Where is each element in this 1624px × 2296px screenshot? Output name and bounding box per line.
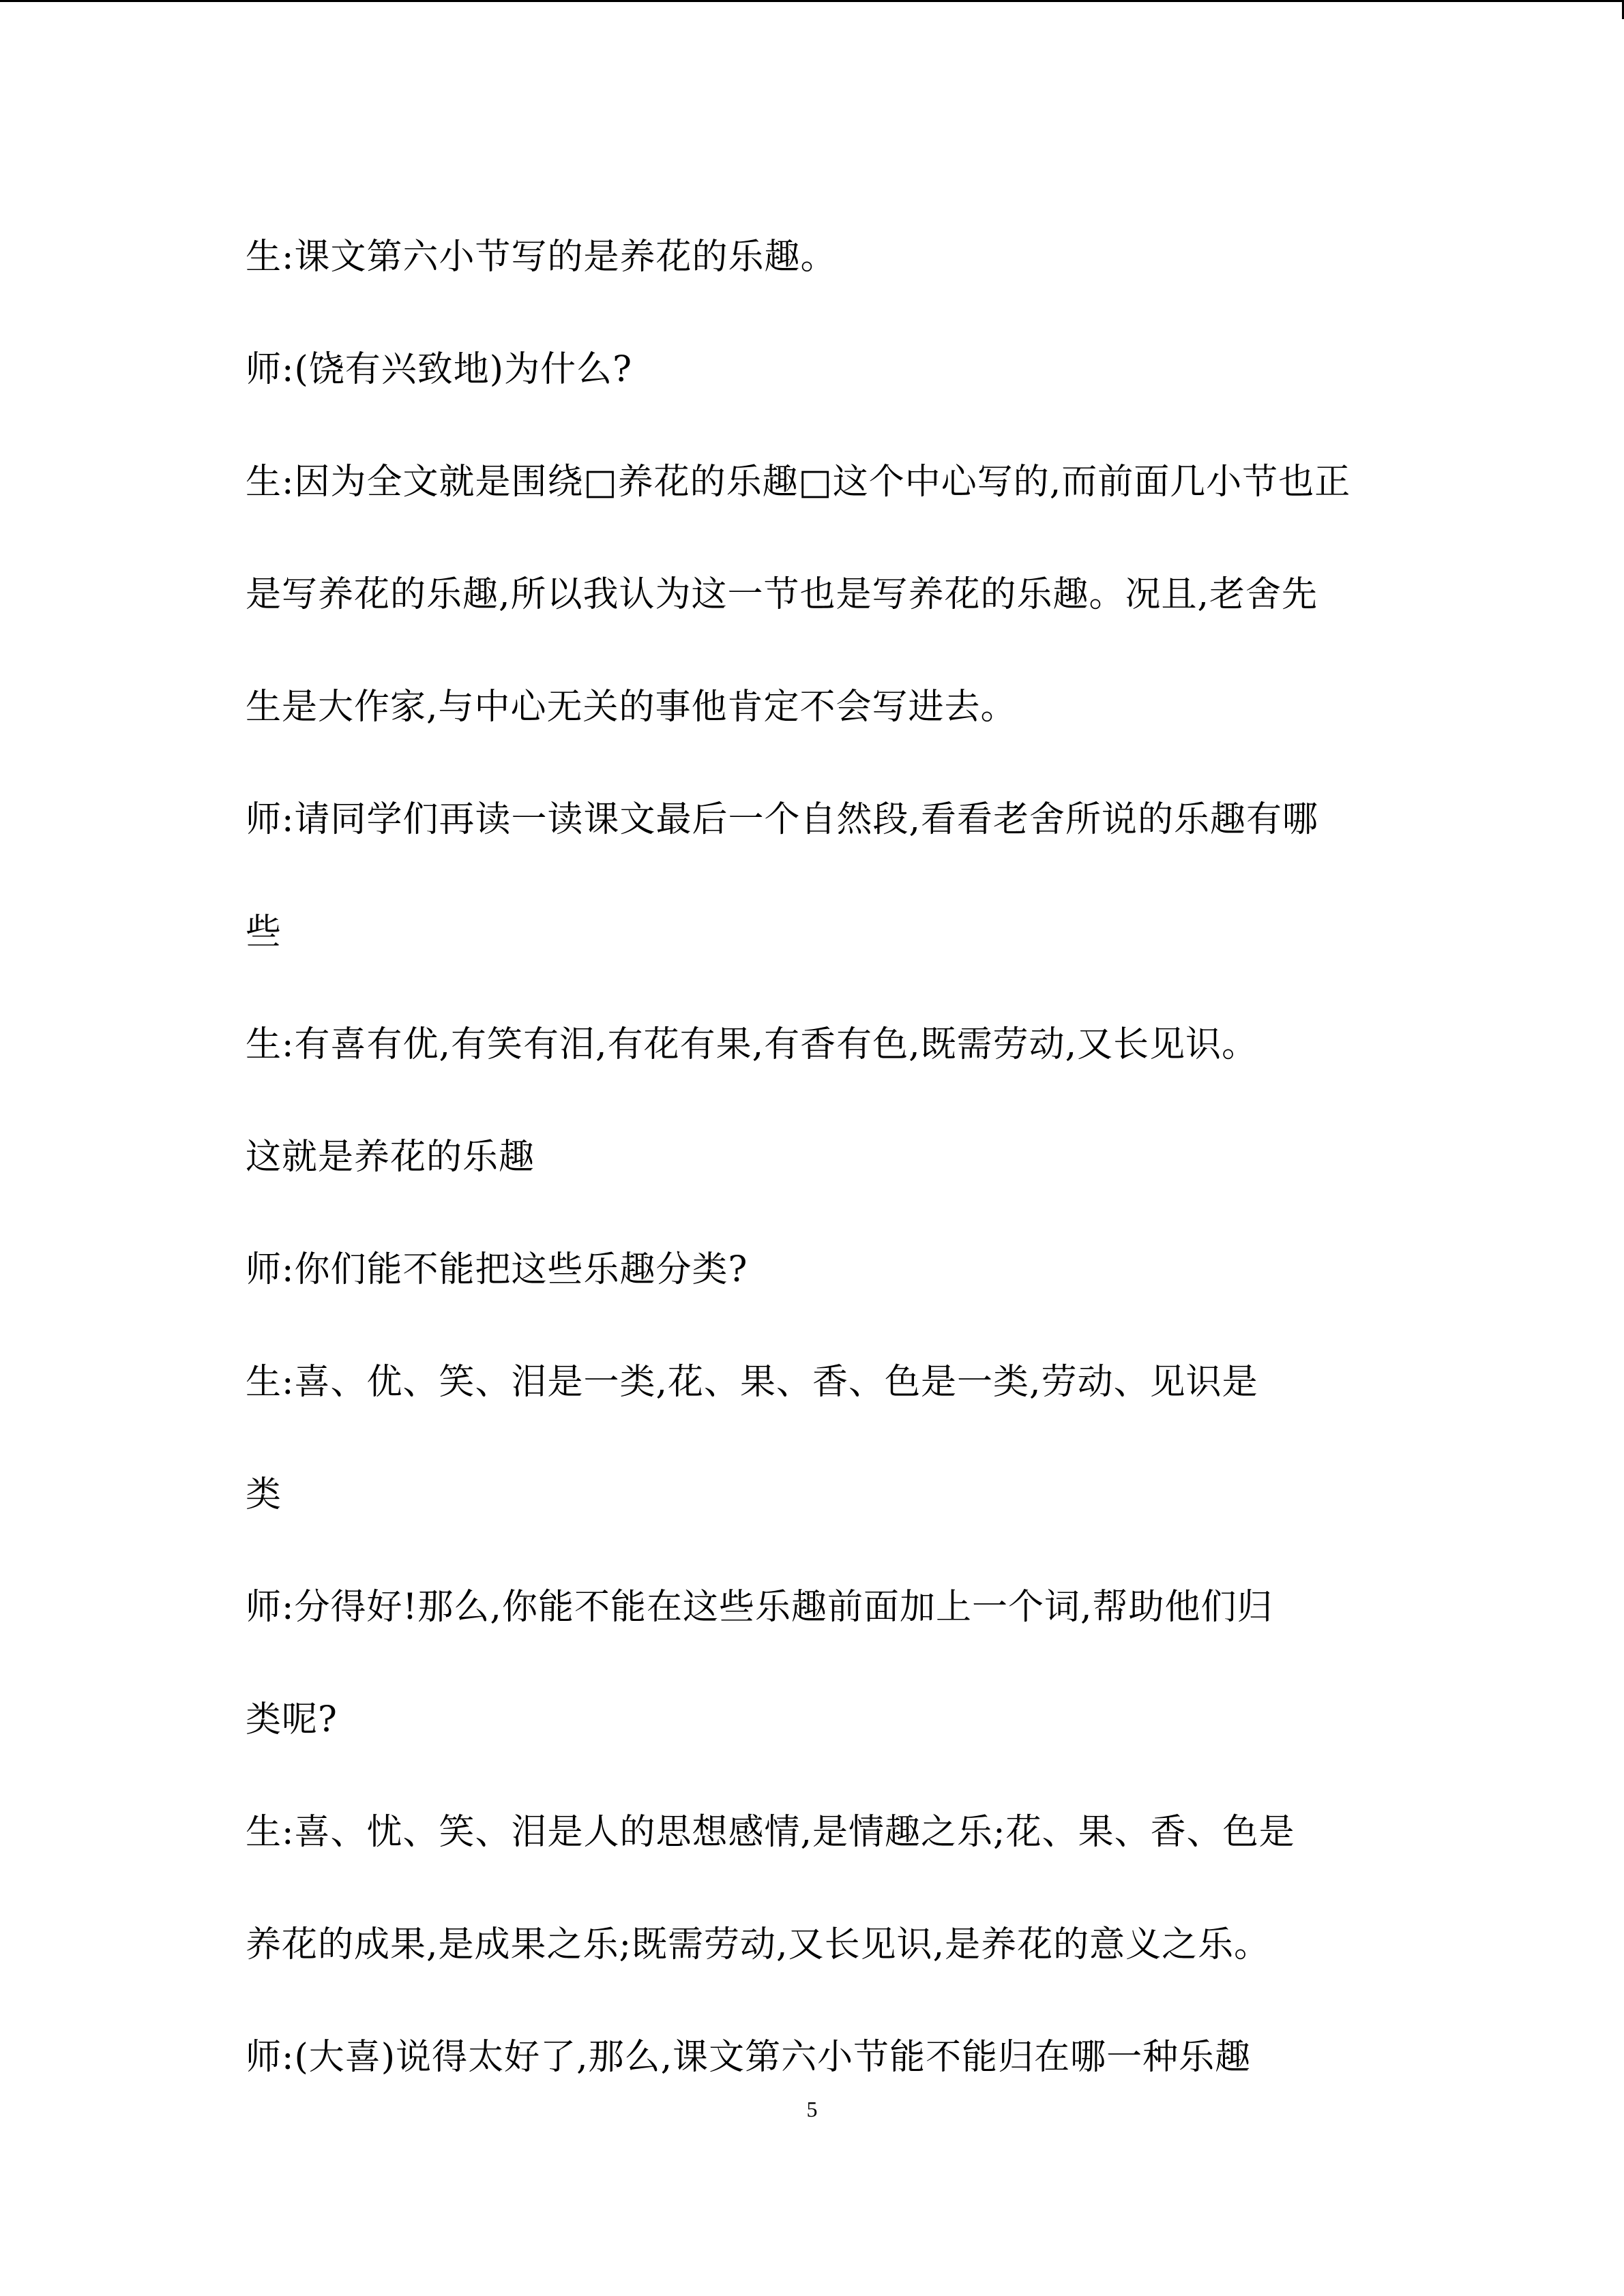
text-line: 些	[246, 912, 282, 953]
page-number: 5	[806, 2097, 818, 2121]
text-line: 是写养花的乐趣,所以我认为这一节也是写养花的乐趣。况且,老舍先	[246, 574, 1318, 615]
document-body	[246, 201, 1405, 2114]
text-line: 师:请同学们再读一读课文最后一个自然段,看看老舍所说的乐趣有哪	[246, 799, 1319, 840]
text-line: 生:因为全文就是围绕□养花的乐趣□这个中心写的,而前面几小节也正	[246, 462, 1351, 503]
text-line: 生:喜、忧、笑、泪是人的思想感情,是情趣之乐;花、果、香、色是	[246, 1812, 1295, 1853]
text-line: 类	[246, 1474, 282, 1515]
page-top-border	[0, 0, 1624, 2]
text-line: 生:课文第六小节写的是养花的乐趣。	[246, 237, 837, 278]
text-line: 生:有喜有优,有笑有泪,有花有果,有香有色,既需劳动,又长见识。	[246, 1024, 1258, 1065]
text-line: 师:分得好!那么,你能不能在这些乐趣前面加上一个词,帮助他们归	[246, 1587, 1273, 1628]
text-line: 生是大作家,与中心无关的事他肯定不会写进去。	[246, 687, 1017, 728]
text-line: 师:(饶有兴致地)为什么?	[246, 349, 632, 390]
text-line: 这就是养花的乐趣	[246, 1137, 535, 1178]
text-line: 生:喜、优、笑、泪是一类,花、果、香、色是一类,劳动、见识是	[246, 1362, 1258, 1403]
text-line: 类呢?	[246, 1699, 338, 1740]
text-line: 师:(大喜)说得太好了,那么,课文第六小节能不能归在哪一种乐趣	[246, 2037, 1252, 2078]
text-line: 师:你们能不能把这些乐趣分类?	[246, 1249, 748, 1290]
text-line: 养花的成果,是成果之乐;既需劳动,又长见识,是养花的意义之乐。	[246, 1924, 1271, 1965]
